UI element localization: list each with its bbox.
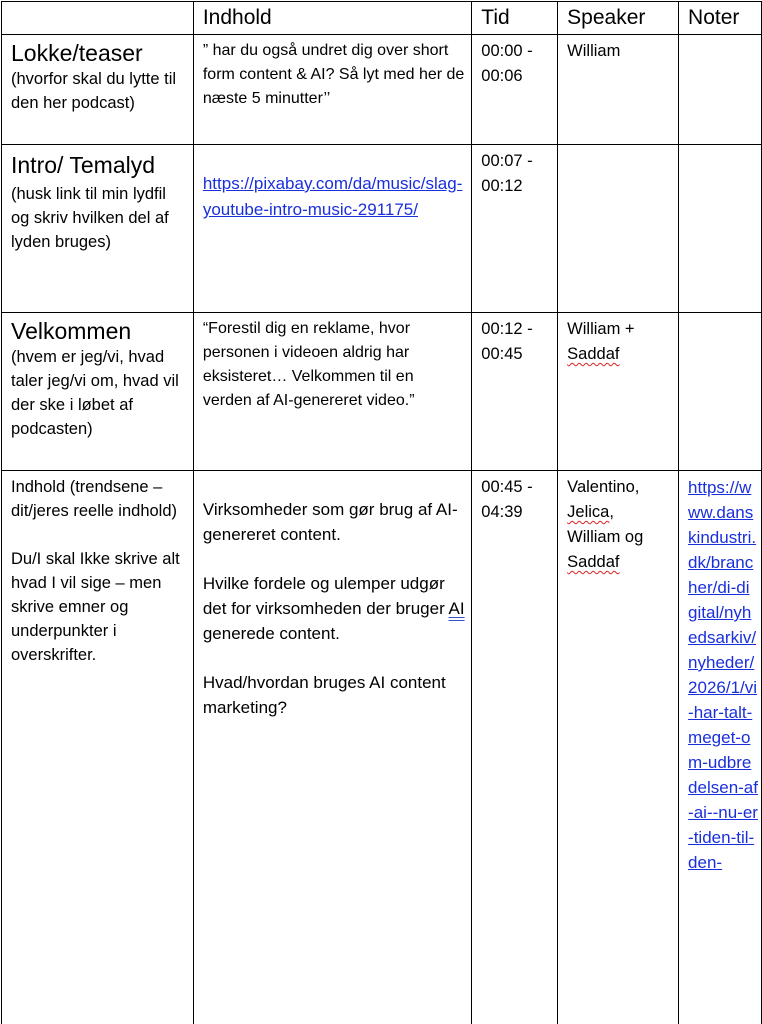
time-text: 00:07 - 00:12 (481, 152, 533, 195)
header-blank (2, 2, 194, 35)
table-row (2, 471, 762, 1024)
speaker-text: William (567, 42, 621, 60)
header-tid: Tid (472, 2, 558, 35)
speaker-text: William og (567, 528, 644, 546)
section-subtitle: Du/I skal Ikke skrive alt hvad I vil sige – men skrive emner og underpunkter i overskrifter. (11, 550, 180, 664)
content-text: ” har du også undret dig over short form content & AI? Så lyt med her de næste 5 minutter’’ (202, 42, 465, 107)
notes-cell (679, 313, 762, 471)
header-indhold: Indhold (193, 2, 471, 35)
speaker-text: Saddaf (567, 553, 620, 571)
header-row (2, 2, 762, 35)
speaker-cell (558, 145, 679, 313)
music-link[interactable]: https://pixabay.com/da/music/slag-youtube-intro-music-291175/ (202, 174, 463, 219)
speaker-cell (558, 35, 679, 145)
section-subtitle: (hvem er jeg/vi, hvad taler jeg/vi om, hvad vil der ske i løbet af podcasten) (11, 348, 179, 438)
time-cell (472, 145, 558, 313)
section-title: Intro/ Temalyd (11, 152, 156, 178)
content-text: “Forestil dig en reklame, hvor personen i videoen aldrig har eksisteret… Velkommen til en verden af AI-genereret video.” (202, 320, 415, 409)
notes-link[interactable]: https://www.danskindustri.dk/brancher/di-digital/nyhedsarkiv/nyheder/2026/1/vi-har-talt-meget-om-udbredelsen-af-ai--nu-er-tiden-til-den- (688, 478, 758, 872)
speaker-cell (558, 313, 679, 471)
time-text: 00:00 - 00:06 (481, 42, 533, 85)
content-cell (193, 145, 471, 313)
content-paragraph: Hvilke fordele og ulemper udgør det for virksomheden der bruger AI generede content. (202, 574, 465, 643)
speaker-text: William + (567, 320, 635, 338)
section-title: Lokke/teaser (11, 40, 143, 66)
section-title: Indhold (trendsene – dit/jeres reelle indhold) (11, 478, 178, 520)
time-cell (472, 313, 558, 471)
speaker-text: Saddaf (567, 345, 620, 363)
notes-cell (679, 145, 762, 313)
ai-word: AI (448, 599, 465, 618)
speaker-text: Valentino, (567, 478, 640, 496)
section-cell (2, 313, 194, 471)
table-row (2, 313, 762, 471)
section-subtitle: (husk link til min lydfil og skriv hvilken del af lyden bruges) (11, 185, 169, 251)
section-cell (2, 35, 194, 145)
section-subtitle: (hvorfor skal du lytte til den her podcast) (11, 70, 177, 112)
section-cell (2, 145, 194, 313)
notes-cell (679, 35, 762, 145)
time-text: 00:45 - 04:39 (481, 478, 533, 521)
content-cell (193, 471, 471, 1024)
time-cell (472, 35, 558, 145)
content-paragraph: Hvad/hvordan bruges AI content marketing? (202, 673, 446, 717)
content-paragraph: Virksomheder som gør brug af AI-genereret content. (202, 500, 458, 544)
speaker-text: Jelica (567, 503, 610, 521)
header-speaker: Speaker (558, 2, 679, 35)
notes-cell (679, 471, 762, 1024)
section-cell (2, 471, 194, 1024)
time-text: 00:12 - 00:45 (481, 320, 533, 363)
header-noter: Noter (679, 2, 762, 35)
time-cell (472, 471, 558, 1024)
table-row (2, 145, 762, 313)
content-cell (193, 313, 471, 471)
section-title: Velkommen (11, 318, 132, 344)
podcast-script-table (1, 1, 762, 1024)
content-cell (193, 35, 471, 145)
table-row (2, 35, 762, 145)
speaker-cell: Valentino, Jelica, William og Saddaf (558, 471, 679, 1024)
